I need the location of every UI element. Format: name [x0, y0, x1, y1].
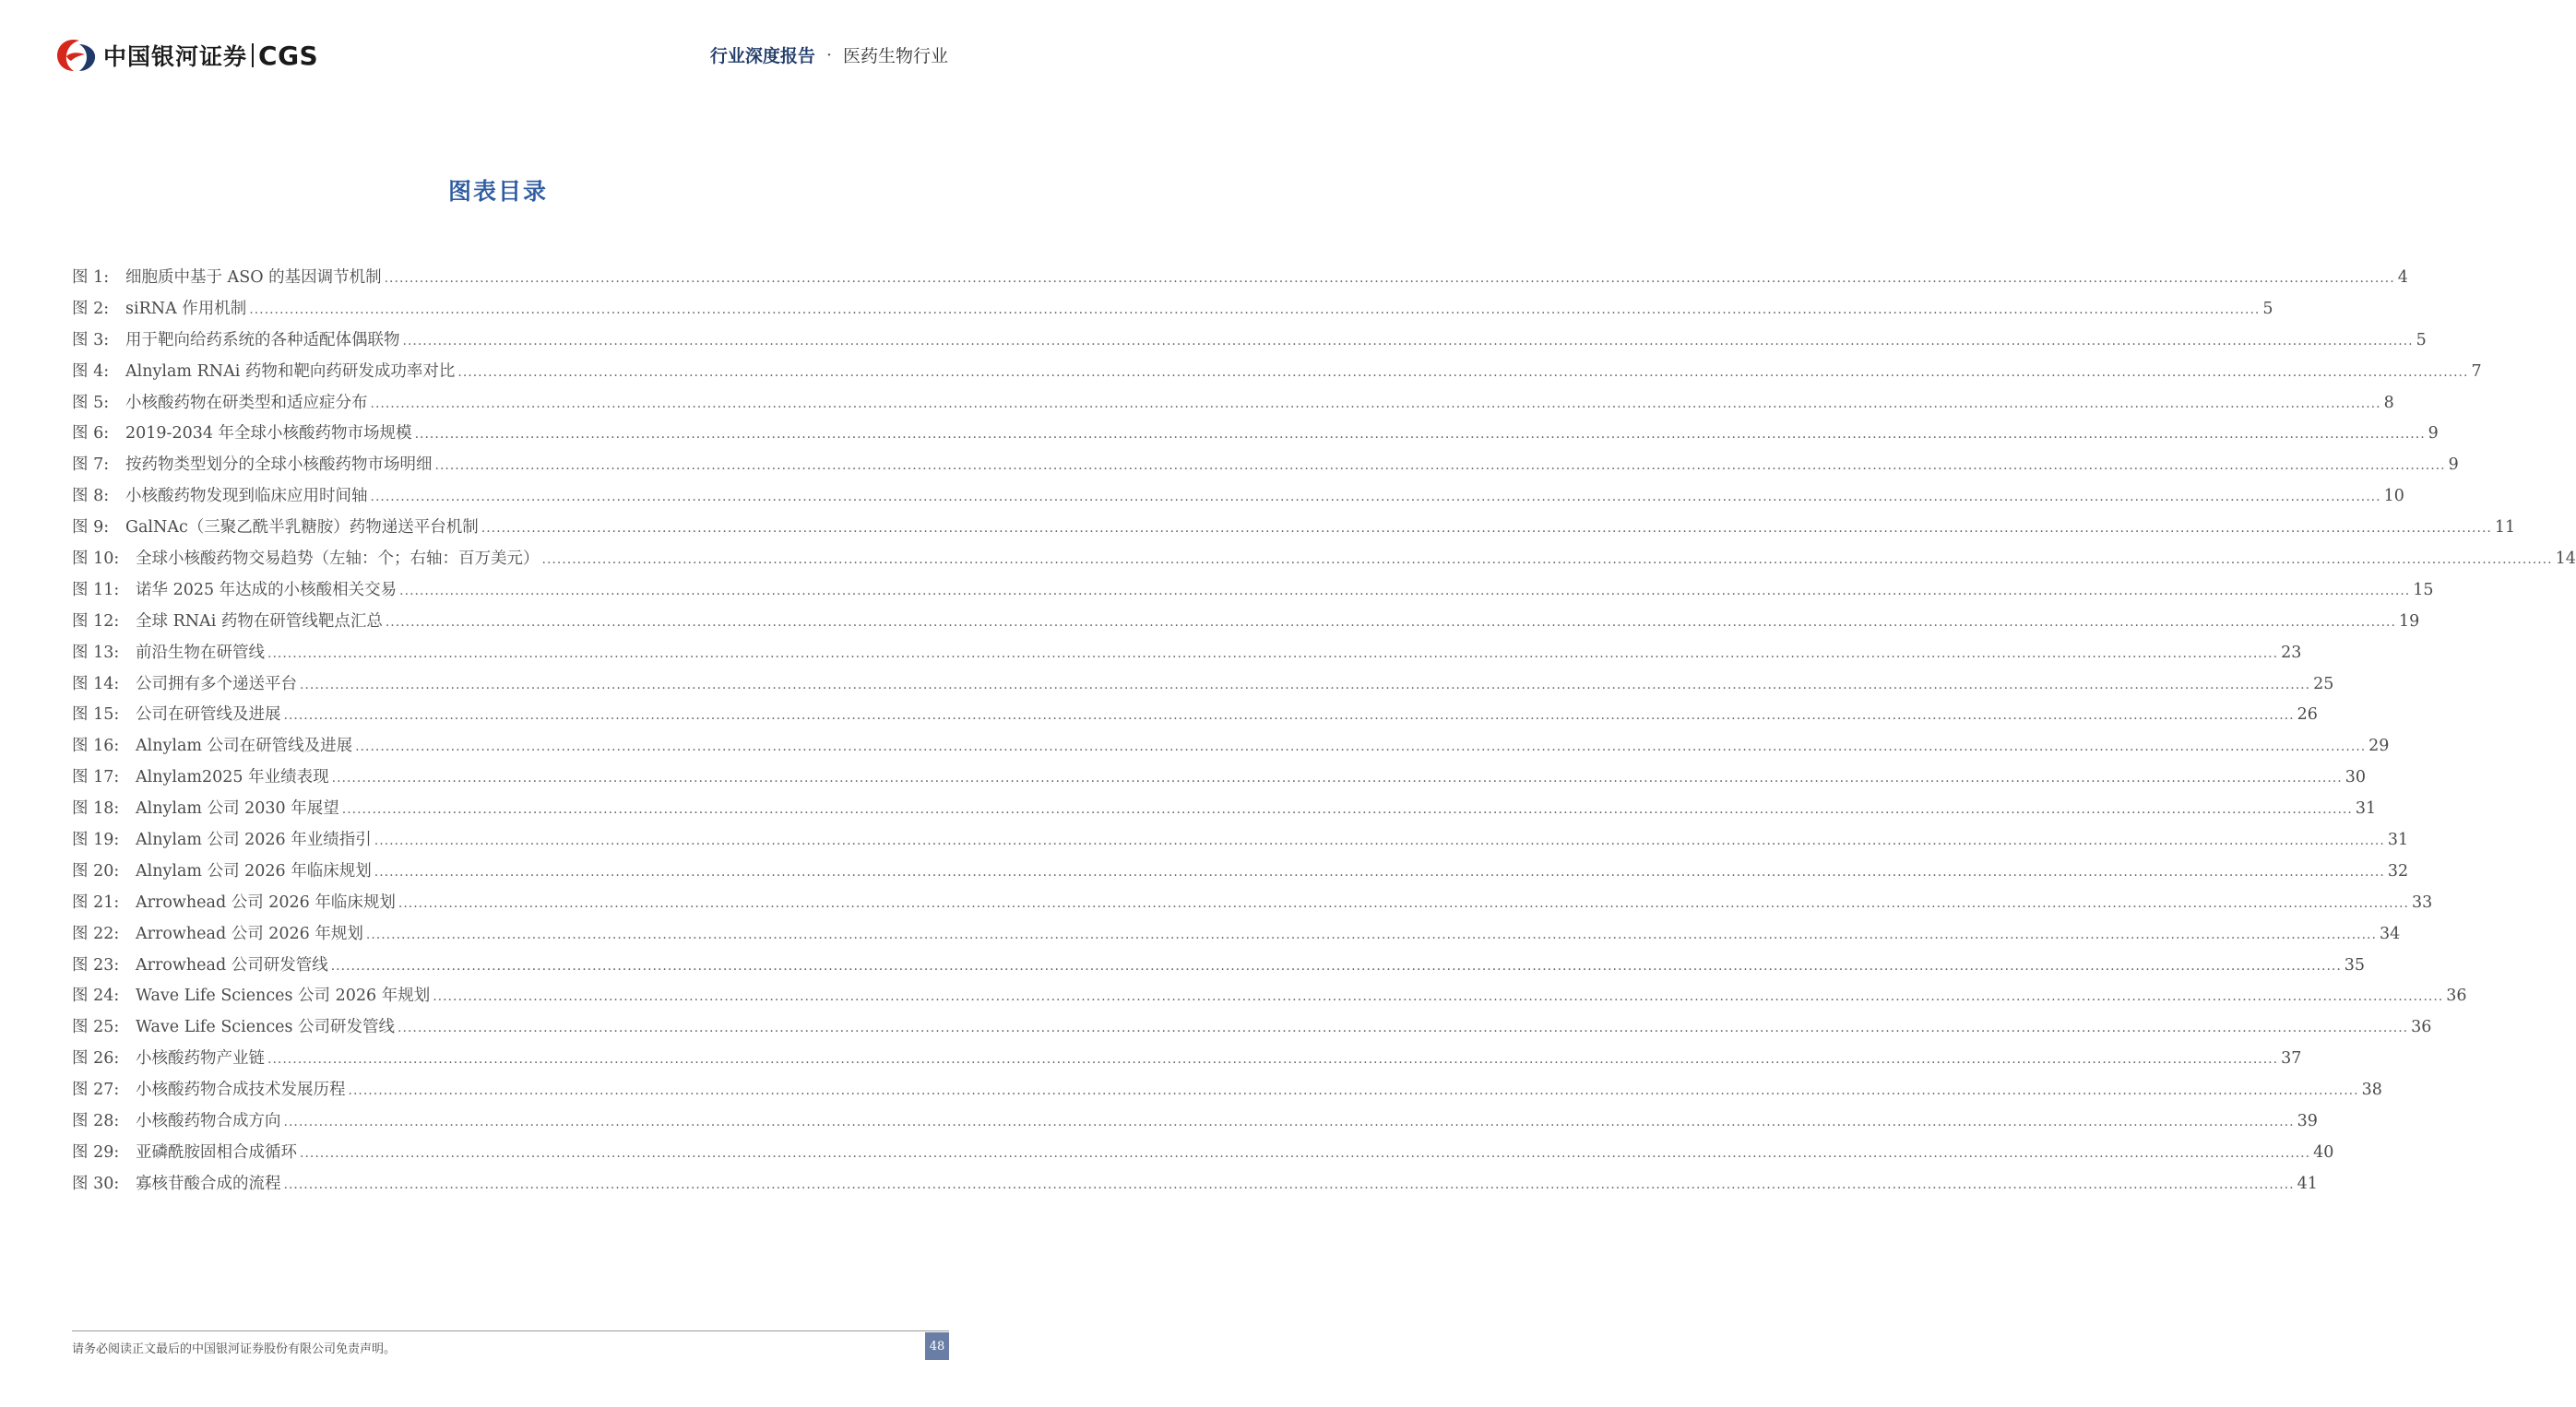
page-reference: 29	[2368, 737, 2390, 756]
toc-entry[interactable]	[72, 263, 2408, 294]
figure-title: Alnylam2025 年业绩表现	[136, 768, 329, 787]
dot-leader: ................................................................................................................................................................................................................................................................................................................................................................................................................	[399, 583, 2411, 598]
figure-title: 小核酸药物发现到临床应用时间轴	[125, 487, 368, 506]
page-reference: 7	[2471, 361, 2482, 381]
page-reference: 32	[2387, 861, 2409, 881]
figure-number: 图 20:	[72, 861, 120, 881]
page-reference: 5	[2262, 299, 2273, 318]
page-reference: 36	[2446, 987, 2467, 1006]
logo-divider	[252, 43, 254, 67]
toc-entry[interactable]	[72, 731, 2390, 763]
figure-number: 图 9:	[72, 518, 110, 538]
dot-leader: ................................................................................................................................................................................................................................................................................................................................................................................................................	[355, 739, 2367, 755]
toc-entry[interactable]	[72, 794, 2377, 825]
page-reference: 39	[2297, 1112, 2318, 1131]
figure-number: 图 8:	[72, 487, 110, 506]
page-reference: 9	[2448, 455, 2459, 475]
dot-leader: ................................................................................................................................................................................................................................................................................................................................................................................................................	[331, 771, 2343, 786]
figure-title: GalNAc（三聚乙酰半乳糖胺）药物递送平台机制	[125, 518, 479, 538]
figure-title: 小核酸药物合成技术发展历程	[136, 1081, 346, 1100]
toc-entry[interactable]	[72, 1138, 2334, 1169]
page-reference: 36	[2411, 1018, 2432, 1037]
figure-title: Alnylam 公司 2030 年展望	[136, 799, 339, 819]
figure-number: 图 3:	[72, 330, 110, 349]
figure-title: 小核酸药物在研类型和适应症分布	[125, 393, 368, 412]
figure-number: 图 28:	[72, 1112, 120, 1131]
figure-number: 图 23:	[72, 955, 120, 975]
dot-leader: ................................................................................................................................................................................................................................................................................................................................................................................................................	[300, 677, 2311, 692]
page-reference: 26	[2297, 705, 2318, 725]
dot-leader: ................................................................................................................................................................................................................................................................................................................................................................................................................	[402, 333, 2414, 349]
figure-title: 小核酸药物合成方向	[136, 1112, 281, 1131]
figure-title: 诺华 2025 年达成的小核酸相关交易	[136, 580, 398, 599]
figure-title: 全球 RNAi 药物在研管线靶点汇总	[136, 611, 383, 631]
figure-number: 图 19:	[72, 831, 120, 850]
toc-entry[interactable]	[72, 857, 2409, 888]
figure-number: 图 30:	[72, 1174, 120, 1193]
dot-leader: ................................................................................................................................................................................................................................................................................................................................................................................................................	[481, 521, 2492, 537]
figure-title: Alnylam 公司 2026 年临床规划	[136, 861, 372, 881]
company-name: 中国银河证券	[103, 43, 248, 70]
toc-entry[interactable]	[72, 763, 2366, 794]
figure-index	[72, 263, 2576, 1200]
dot-leader: ................................................................................................................................................................................................................................................................................................................................................................................................................	[283, 1115, 2295, 1130]
toc-entry[interactable]	[72, 700, 2318, 731]
figure-title: 按药物类型划分的全球小核酸药物市场明细	[125, 455, 433, 475]
page-number: 48	[925, 1332, 949, 1360]
page-reference: 40	[2313, 1142, 2334, 1162]
figure-title: 小核酸药物产业链	[136, 1049, 265, 1069]
figure-number: 图 13:	[72, 643, 120, 662]
figure-number: 图 5:	[72, 393, 110, 412]
dot-leader: ................................................................................................................................................................................................................................................................................................................................................................................................................	[300, 1145, 2311, 1161]
dot-leader: ................................................................................................................................................................................................................................................................................................................................................................................................................	[374, 834, 2385, 849]
dot-leader: ................................................................................................................................................................................................................................................................................................................................................................................................................	[341, 802, 2353, 818]
figure-title: 公司拥有多个递送平台	[136, 674, 297, 693]
figure-number: 图 27:	[72, 1081, 120, 1100]
dot-leader: ................................................................................................................................................................................................................................................................................................................................................................................................................	[434, 458, 2446, 474]
dot-leader: ................................................................................................................................................................................................................................................................................................................................................................................................................	[398, 1021, 2409, 1036]
dot-leader: ................................................................................................................................................................................................................................................................................................................................................................................................................	[384, 271, 2395, 286]
figure-title: Arrowhead 公司 2026 年规划	[136, 924, 363, 943]
dot-leader: ................................................................................................................................................................................................................................................................................................................................................................................................................	[267, 1052, 2279, 1068]
page-reference: 23	[2281, 643, 2302, 662]
toc-entry[interactable]	[72, 951, 2366, 982]
figure-number: 图 14:	[72, 674, 120, 693]
figure-title: 用于靶向给药系统的各种适配体偶联物	[125, 330, 400, 349]
page-reference: 25	[2313, 674, 2334, 693]
figure-title: Alnylam 公司 2026 年业绩指引	[136, 831, 372, 850]
page-reference: 30	[2345, 768, 2366, 787]
page-reference: 19	[2398, 611, 2420, 631]
figure-number: 图 12:	[72, 611, 120, 631]
figure-number: 图 29:	[72, 1142, 120, 1162]
dot-leader: ................................................................................................................................................................................................................................................................................................................................................................................................................	[370, 490, 2381, 505]
figure-title: 2019-2034 年全球小核酸药物市场规模	[125, 424, 412, 443]
figure-title: 亚磷酰胺固相合成循环	[136, 1142, 297, 1162]
figure-number: 图 4:	[72, 361, 110, 381]
page-reference: 10	[2383, 487, 2404, 506]
toc-entry[interactable]	[72, 638, 2302, 669]
figure-number: 图 16:	[72, 737, 120, 756]
figure-number: 图 1:	[72, 268, 110, 287]
dot-leader: ................................................................................................................................................................................................................................................................................................................................................................................................................	[457, 364, 2469, 380]
figure-number: 图 22:	[72, 924, 120, 943]
page-reference: 37	[2281, 1049, 2302, 1069]
toc-entry[interactable]	[72, 1075, 2382, 1106]
figure-title: Wave Life Sciences 公司研发管线	[136, 1018, 396, 1037]
toc-entry[interactable]	[72, 388, 2394, 420]
figure-number: 图 10:	[72, 550, 120, 569]
figure-title: Alnylam RNAi 药物和靶向药研发成功率对比	[125, 361, 456, 381]
figure-title: Wave Life Sciences 公司 2026 年规划	[136, 987, 431, 1006]
dot-leader: ................................................................................................................................................................................................................................................................................................................................................................................................................	[267, 645, 2279, 661]
toc-entry[interactable]	[72, 825, 2409, 857]
figure-title: Alnylam 公司在研管线及进展	[136, 737, 353, 756]
industry-name: 医药生物行业	[842, 46, 948, 66]
toc-entry[interactable]	[72, 669, 2334, 701]
dot-leader: ................................................................................................................................................................................................................................................................................................................................................................................................................	[330, 958, 2342, 974]
page-reference: 15	[2413, 580, 2434, 599]
page-reference: 14	[2555, 550, 2576, 569]
page-title: 图表目录	[447, 178, 548, 205]
figure-number: 图 21:	[72, 893, 120, 912]
toc-entry[interactable]	[72, 1044, 2302, 1075]
figure-number: 图 6:	[72, 424, 110, 443]
figure-title: 寡核苷酸合成的流程	[136, 1174, 281, 1193]
toc-entry[interactable]	[72, 919, 2401, 951]
dot-leader: ................................................................................................................................................................................................................................................................................................................................................................................................................	[385, 614, 2396, 630]
figure-number: 图 11:	[72, 580, 120, 599]
toc-entry[interactable]	[72, 450, 2459, 481]
toc-entry[interactable]	[72, 357, 2482, 388]
page-reference: 34	[2379, 924, 2401, 943]
page-reference: 33	[2411, 893, 2433, 912]
figure-number: 图 25:	[72, 1018, 120, 1037]
toc-entry[interactable]	[72, 294, 2273, 325]
toc-entry[interactable]	[72, 1106, 2318, 1138]
figure-number: 图 26:	[72, 1049, 120, 1069]
figure-number: 图 17:	[72, 768, 120, 787]
report-category	[710, 42, 948, 67]
figure-number: 图 2:	[72, 299, 110, 318]
toc-entry[interactable]	[72, 981, 2467, 1012]
toc-entry[interactable]	[72, 513, 2516, 544]
figure-number: 图 18:	[72, 799, 120, 819]
figure-number: 图 7:	[72, 455, 110, 475]
toc-entry[interactable]	[72, 888, 2433, 919]
company-logo	[55, 35, 318, 76]
disclaimer-note: 请务必阅读正文最后的中国银河证券股份有限公司免责声明。	[72, 1342, 397, 1356]
toc-entry[interactable]	[72, 419, 2439, 450]
dot-leader: ................................................................................................................................................................................................................................................................................................................................................................................................................	[414, 427, 2426, 443]
figure-title: Arrowhead 公司研发管线	[136, 955, 328, 975]
footer-divider	[72, 1330, 949, 1331]
dot-leader: ................................................................................................................................................................................................................................................................................................................................................................................................................	[283, 708, 2295, 724]
figure-title: 公司在研管线及进展	[136, 705, 281, 725]
toc-entry[interactable]	[72, 544, 2576, 575]
figure-title: siRNA 作用机制	[125, 299, 247, 318]
page-reference: 31	[2355, 799, 2377, 819]
dot-leader: ................................................................................................................................................................................................................................................................................................................................................................................................................	[348, 1083, 2359, 1099]
page-reference: 5	[2416, 330, 2427, 349]
toc-entry[interactable]	[72, 325, 2427, 357]
toc-entry[interactable]	[72, 1012, 2432, 1044]
toc-entry[interactable]	[72, 575, 2434, 607]
dot-leader: ................................................................................................................................................................................................................................................................................................................................................................................................................	[370, 396, 2381, 411]
page-reference: 35	[2344, 955, 2366, 975]
figure-number: 图 15:	[72, 705, 120, 725]
page-reference: 31	[2387, 831, 2409, 850]
company-abbreviation: CGS	[258, 40, 319, 71]
figure-title: Arrowhead 公司 2026 年临床规划	[136, 893, 396, 912]
page-reference: 9	[2428, 424, 2439, 443]
toc-entry[interactable]	[72, 607, 2420, 638]
page-reference: 8	[2383, 393, 2394, 412]
figure-title: 前沿生物在研管线	[136, 643, 265, 662]
page-reference: 11	[2494, 518, 2516, 538]
figure-title: 全球小核酸药物交易趋势（左轴：个；右轴：百万美元）	[136, 550, 540, 569]
report-type: 行业深度报告	[709, 46, 815, 66]
dot-leader: ................................................................................................................................................................................................................................................................................................................................................................................................................	[249, 302, 2261, 317]
page-header	[0, 0, 996, 101]
dot-leader: ................................................................................................................................................................................................................................................................................................................................................................................................................	[398, 895, 2409, 911]
page-reference: 4	[2397, 268, 2408, 287]
dot-leader: ................................................................................................................................................................................................................................................................................................................................................................................................................	[433, 989, 2444, 1005]
dot-leader: ................................................................................................................................................................................................................................................................................................................................................................................................................	[283, 1176, 2295, 1192]
toc-entry[interactable]	[72, 1169, 2318, 1200]
figure-title: 细胞质中基于 ASO 的基因调节机制	[125, 268, 382, 287]
galaxy-logo-icon	[55, 37, 98, 74]
dot-leader: ................................................................................................................................................................................................................................................................................................................................................................................................................	[541, 552, 2553, 568]
dot-leader: ................................................................................................................................................................................................................................................................................................................................................................................................................	[365, 927, 2377, 942]
figure-number: 图 24:	[72, 987, 120, 1006]
header-separator: ·	[825, 44, 832, 65]
dot-leader: ................................................................................................................................................................................................................................................................................................................................................................................................................	[374, 864, 2385, 880]
toc-entry[interactable]	[72, 481, 2404, 513]
page-reference: 38	[2361, 1081, 2382, 1100]
page-reference: 41	[2297, 1174, 2318, 1193]
